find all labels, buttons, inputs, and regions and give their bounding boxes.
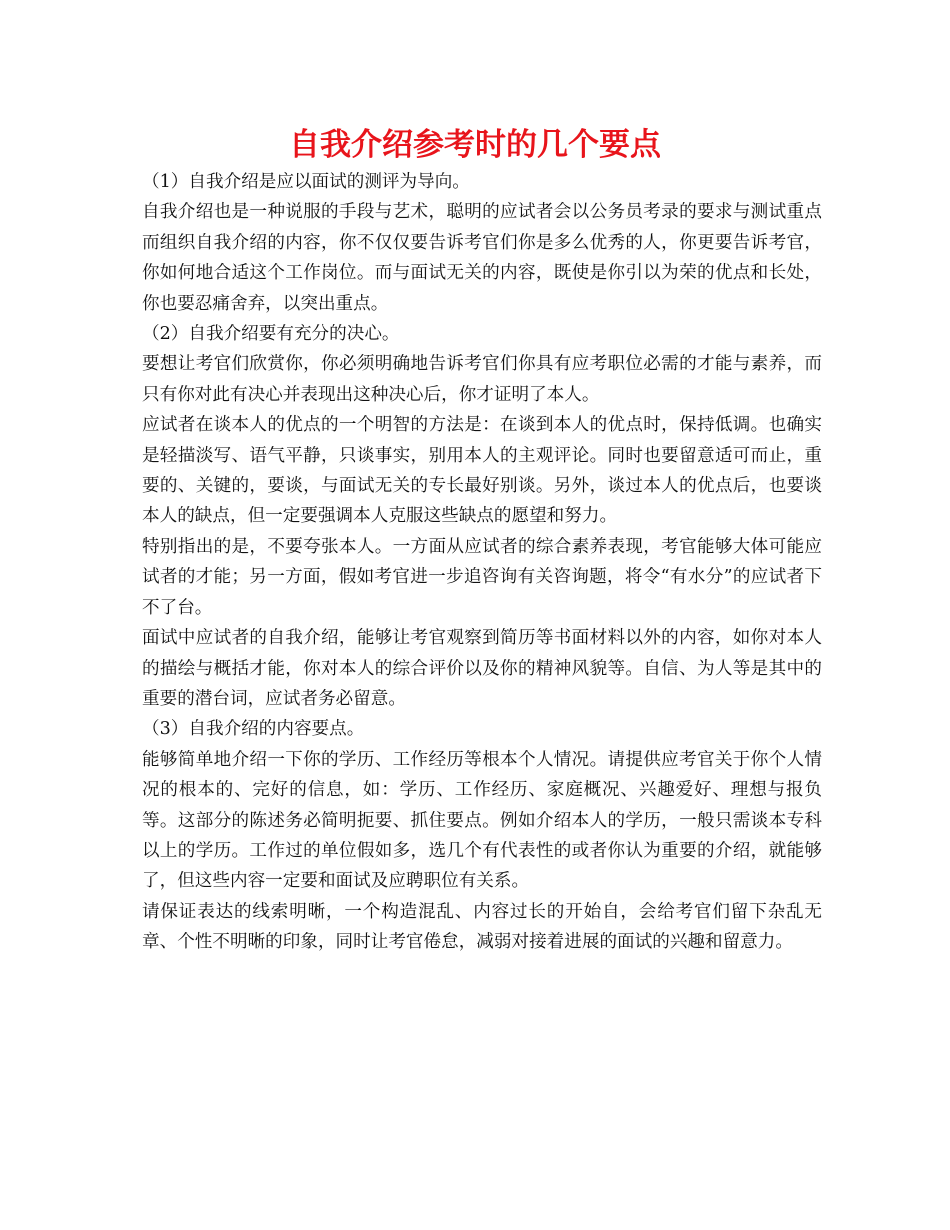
document-title: 自我介绍参考时的几个要点 bbox=[289, 127, 661, 163]
paragraph: 应试者在谈本人的优点的一个明智的方法是：在谈到本人的优点时，保持低调。也确实是轻描淡写、语气平静，只谈事实，别用本人的主观评论。同时也要留意适可而止，重要的、关键的，要谈，与面试无关的专长最好别谈。另外，谈过本人的优点后，也要谈本人的缺点，但一定要强调本人克服这些缺点的愿望和努力。 bbox=[142, 415, 822, 527]
paragraph: 特别指出的是，不要夸张本人。一方面从应试者的综合素养表现，考官能够大体可能应试者的才能；另一方面，假如考官进一步追咨询有关咨询题，将令“有水分”的应试者下不了台。 bbox=[142, 536, 822, 618]
heading-point-1: （1）自我介绍是应以面试的测评为导向。 bbox=[142, 172, 470, 192]
heading-point-3: （3）自我介绍的内容要点。 bbox=[142, 719, 365, 740]
paragraph: 要想让考官们欣赏你，你必须明确地告诉考官们你具有应考职位必需的才能与素养，而只有你对此有决心并表现出这种决心后，你才证明了本人。 bbox=[142, 354, 822, 405]
heading-point-2: （2）自我介绍要有充分的决心。 bbox=[142, 324, 400, 345]
paragraph: 能够简单地介绍一下你的学历、工作经历等根本个人情况。请提供应考官关于你个人情况的根本的、完好的信息，如：学历、工作经历、家庭概况、兴趣爱好、理想与报负等。这部分的陈述务必简明扼要、抓住要点。例如介绍本人的学历，一般只需谈本专科以上的学历。工作过的单位假如多，选几个有代表性的或者你认为重要的介绍，就能够了，但这些内容一定要和面试及应聘职位有关系。 bbox=[142, 749, 822, 892]
paragraph: 自我介绍也是一种说服的手段与艺术，聪明的应试者会以公务员考录的要求与测试重点而组织自我介绍的内容，你不仅仅要告诉考官们你是多么优秀的人，你更要告诉考官，你如何地合适这个工作岗位。而与面试无关的内容，既使是你引以为荣的优点和长处，你也要忍痛舍弃，以突出重点。 bbox=[142, 202, 822, 314]
paragraph: 面试中应试者的自我介绍，能够让考官观察到简历等书面材料以外的内容，如你对本人的描绘与概括才能，你对本人的综合评价以及你的精神风貌等。自信、为人等是其中的重要的潜台词，应试者务必留意。 bbox=[142, 628, 822, 709]
paragraph: 请保证表达的线索明晰，一个构造混乱、内容过长的开始自，会给考官们留下杂乱无章、个性不明晰的印象，同时让考官倦怠，减弱对接着进展的面试的兴趣和留意力。 bbox=[142, 901, 822, 953]
document-body bbox=[142, 167, 822, 958]
